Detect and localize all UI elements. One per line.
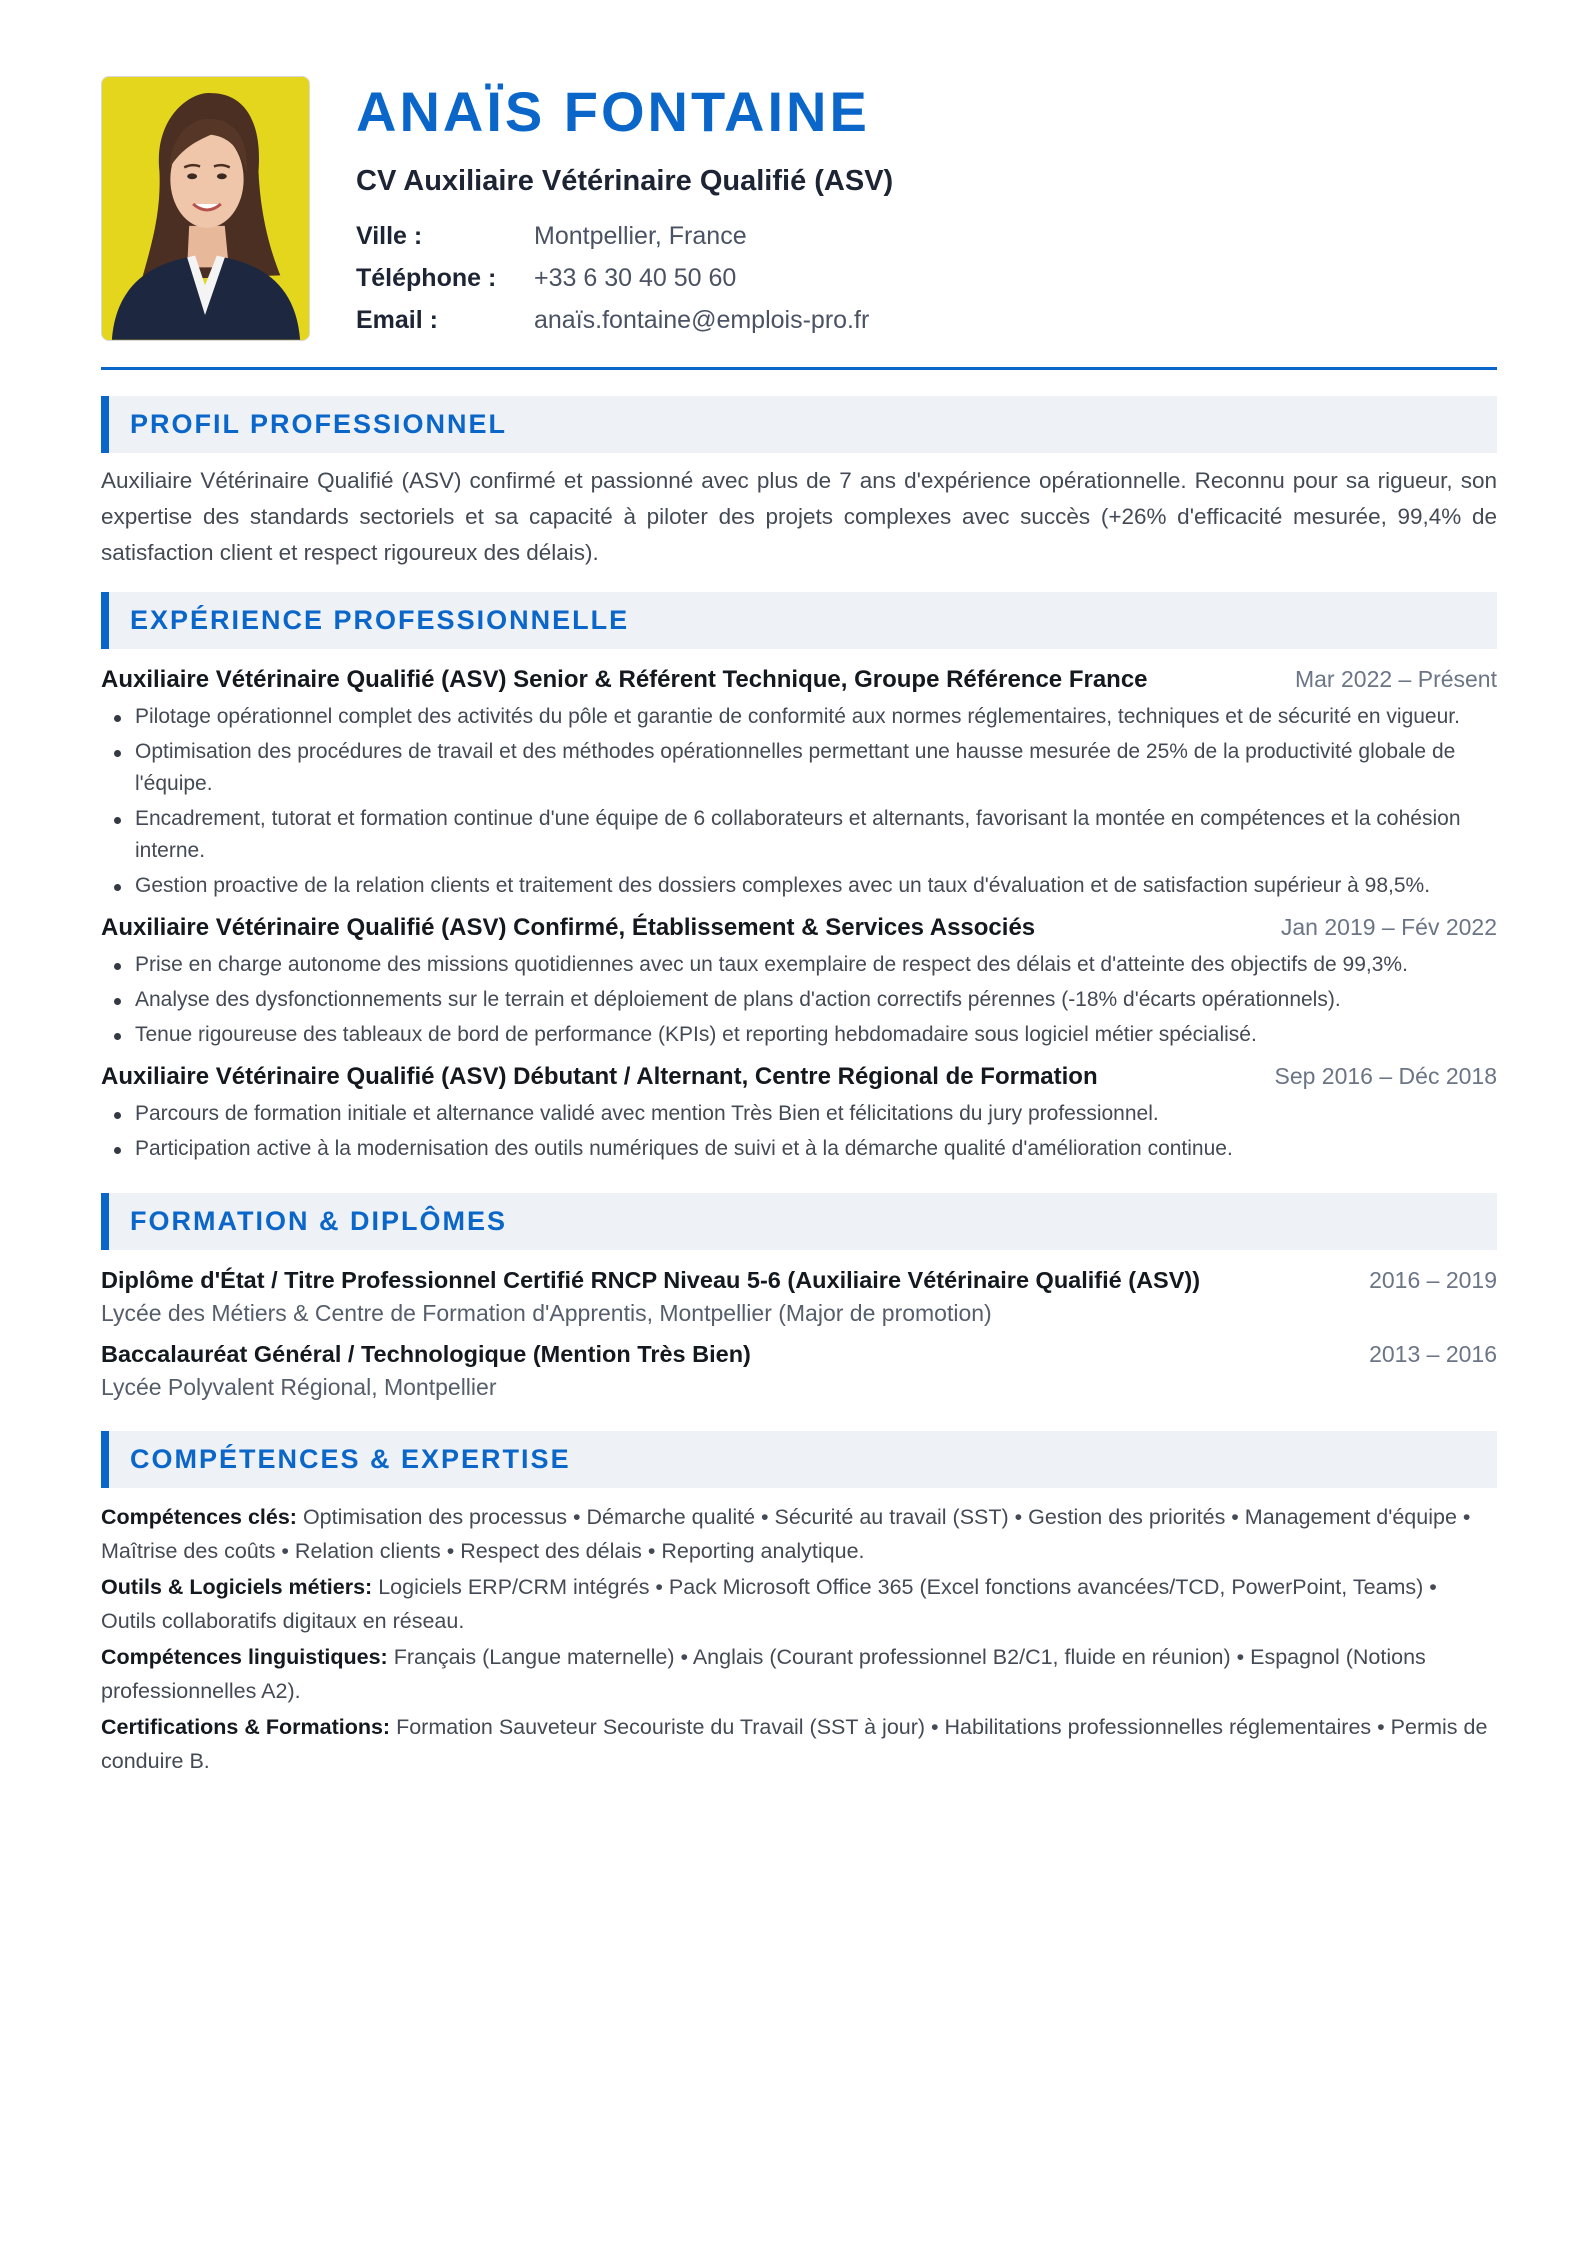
- profile-summary: Auxiliaire Vétérinaire Qualifié (ASV) confirmé et passionné avec plus de 7 ans d'expérience opérationnelle. Reconnu pour sa rigueur, son expertise des standards sectoriels et sa capacité à piloter des projets complexes avec succès (+26% d'efficacité mesurée, 99,4% de satisfaction client et respect rigoureux des délais).: [101, 468, 1497, 565]
- contact-label: Ville :: [356, 222, 423, 251]
- skill-text: Optimisation des processus • Démarche qualité • Sécurité au travail (SST) • Gestion des priorités • Management d'équipe • Maîtrise des coûts • Relation clients • Respect des délais • Reporting analytique.: [101, 1505, 1471, 1563]
- job-title: Auxiliaire Vétérinaire Qualifié (ASV) Débutant / Alternant, Centre Régional de Formation: [101, 1063, 1098, 1090]
- list-item: Tenue rigoureuse des tableaux de bord de performance (KPIs) et reporting hebdomadaire sous logiciel métier spécialisé.: [101, 1019, 1497, 1051]
- school-name: Lycée des Métiers & Centre de Formation d'Apprentis, Montpellier (Major de promotion): [101, 1300, 992, 1326]
- header-divider: [101, 367, 1497, 370]
- contact-list: [356, 216, 893, 342]
- degree-title: Diplôme d'État / Titre Professionnel Certifié RNCP Niveau 5-6 (Auxiliaire Vétérinaire Qualifié (ASV)): [101, 1267, 1201, 1293]
- job-title: Auxiliaire Vétérinaire Qualifié (ASV) Senior & Référent Technique, Groupe Référence France: [101, 666, 1148, 693]
- section-title: EXPÉRIENCE PROFESSIONNELLE: [130, 605, 630, 635]
- list-item: Gestion proactive de la relation clients et traitement des dossiers complexes avec un taux d'évaluation et de satisfaction supérieur à 98,5%.: [101, 870, 1497, 902]
- job-bullets: [101, 1098, 1497, 1165]
- skill-label: Compétences linguistiques:: [101, 1645, 388, 1669]
- list-item: Optimisation des procédures de travail et des méthodes opérationnelles permettant une hausse mesurée de 25% de la productivité globale de l'équipe.: [101, 736, 1497, 800]
- skill-label: Certifications & Formations:: [101, 1715, 391, 1739]
- job-entry: [101, 666, 1497, 902]
- list-item: Encadrement, tutorat et formation continue d'une équipe de 6 collaborateurs et alternants, favorisant la montée en compétences et la cohésion interne.: [101, 803, 1497, 867]
- job-header: [101, 1063, 1497, 1091]
- education-entry: [101, 1341, 1497, 1401]
- section-header: [101, 1193, 1497, 1250]
- degree-dates: 2016 – 2019: [1369, 1267, 1497, 1293]
- job-header: [101, 914, 1497, 942]
- job-bullets: [101, 701, 1497, 902]
- section-header: [101, 592, 1497, 649]
- section-title: COMPÉTENCES & EXPERTISE: [130, 1444, 571, 1474]
- section-header: [101, 1431, 1497, 1488]
- degree-dates: 2013 – 2016: [1369, 1341, 1497, 1367]
- job-header: [101, 666, 1497, 694]
- job-entry: [101, 914, 1497, 1051]
- skill-label: Outils & Logiciels métiers:: [101, 1575, 373, 1599]
- list-item: Analyse des dysfonctionnements sur le terrain et déploiement de plans d'action correctifs pérennes (-18% d'écarts opérationnels).: [101, 984, 1497, 1016]
- contact-city: Montpellier, France: [534, 222, 747, 251]
- contact-label: Email :: [356, 306, 438, 335]
- skill-text: Français (Langue maternelle) • Anglais (Courant professionnel B2/C1, fluide en réunion) • Espagnol (Notions professionnelles A2).: [101, 1645, 1426, 1703]
- contact-phone[interactable]: +33 6 30 40 50 60: [534, 264, 737, 293]
- school-name: Lycée Polyvalent Régional, Montpellier: [101, 1374, 497, 1400]
- list-item: Prise en charge autonome des missions quotidiennes avec un taux exemplaire de respect des délais et d'atteinte des objectifs de 99,3%.: [101, 949, 1497, 981]
- list-item: Pilotage opérationnel complet des activités du pôle et garantie de conformité aux normes réglementaires, techniques et de sécurité en vigueur.: [101, 701, 1497, 733]
- job-entry: [101, 1063, 1497, 1165]
- job-dates: Mar 2022 – Présent: [1294, 666, 1497, 692]
- job-dates: Jan 2019 – Fév 2022: [1280, 914, 1497, 940]
- resume-page: [101, 76, 1497, 1778]
- candidate-name: ANAÏS FONTAINE: [356, 80, 870, 143]
- education-header: [101, 1341, 1497, 1368]
- experience-section: [101, 592, 1497, 1165]
- contact-row-email: [356, 300, 893, 342]
- skill-label: Compétences clés:: [101, 1505, 297, 1529]
- skill-text: Formation Sauveteur Secouriste du Travail (SST à jour) • Habilitations professionnelles réglementaires • Permis de conduire B.: [101, 1715, 1488, 1773]
- section-header: [101, 396, 1497, 453]
- contact-row-city: [356, 216, 893, 258]
- education-header: [101, 1267, 1497, 1294]
- resume-header: [101, 76, 1497, 342]
- education-section: [101, 1193, 1497, 1401]
- list-item: Participation active à la modernisation des outils numériques de suivi et à la démarche qualité d'amélioration continue.: [101, 1133, 1497, 1165]
- skill-line: [101, 1710, 1497, 1778]
- education-entry: [101, 1267, 1497, 1327]
- skill-text: Logiciels ERP/CRM intégrés • Pack Microsoft Office 365 (Excel fonctions avancées/TCD, PowerPoint, Teams) • Outils collaboratifs digitaux en réseau.: [101, 1575, 1437, 1633]
- skills-section: [101, 1431, 1497, 1778]
- section-title: PROFIL PROFESSIONNEL: [130, 409, 508, 439]
- profile-section: [101, 396, 1497, 571]
- job-dates: Sep 2016 – Déc 2018: [1274, 1063, 1497, 1089]
- skill-line: [101, 1570, 1497, 1638]
- resume-subtitle: CV Auxiliaire Vétérinaire Qualifié (ASV): [356, 165, 894, 197]
- portrait-illustration: [102, 77, 309, 340]
- section-title: FORMATION & DIPLÔMES: [130, 1206, 507, 1236]
- job-bullets: [101, 949, 1497, 1051]
- degree-title: Baccalauréat Général / Technologique (Mention Très Bien): [101, 1341, 751, 1367]
- contact-row-phone: [356, 258, 893, 300]
- profile-photo: [101, 76, 310, 341]
- contact-email[interactable]: anaïs.fontaine@emplois-pro.fr: [534, 306, 870, 335]
- skill-line: [101, 1500, 1497, 1568]
- job-title: Auxiliaire Vétérinaire Qualifié (ASV) Confirmé, Établissement & Services Associés: [101, 914, 1036, 941]
- list-item: Parcours de formation initiale et alternance validé avec mention Très Bien et félicitations du jury professionnel.: [101, 1098, 1497, 1130]
- contact-label: Téléphone :: [356, 264, 497, 293]
- identity-block: [356, 76, 893, 342]
- skill-line: [101, 1640, 1497, 1708]
- skills-list: [101, 1500, 1497, 1778]
